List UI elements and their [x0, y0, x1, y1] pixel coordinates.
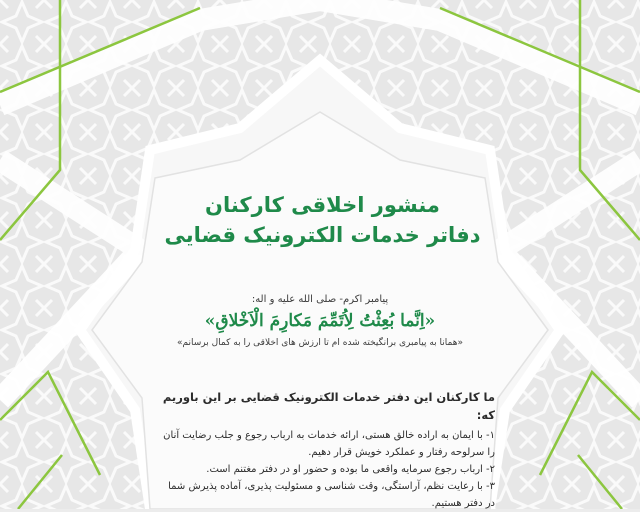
title-block — [150, 190, 495, 250]
hadith-block — [140, 293, 500, 350]
charter-item-2: ۲- ارباب رجوع سرمایه واقعی ما بوده و حضور او در دفتر مغتنم است. — [206, 464, 495, 475]
charter-body — [160, 388, 495, 512]
charter-heading: ما کارکنان این دفتر خدمات الکترونیک قضایی بر این باوریم که: — [162, 390, 495, 422]
charter-item-3: ۳- با رعایت نظم، آراستگی، وقت شناسی و مسئولیت پذیری، آماده پذیرش شما در دفتر هستیم. — [168, 481, 495, 509]
hadith-translation: «همانا به پیامبری برانگیخته شده ام تا ارزش های اخلاقی را به کمال برسانم» — [177, 338, 463, 348]
hadith-intro: پیامبر اکرم- صلی الله علیه و اله: — [251, 294, 389, 305]
hadith-text: «اِنَّما بُعِثْتُ لِاُتَمِّمَ مَکارِمَ الْاَخْلاقِ» — [204, 311, 436, 331]
title-line-1: منشور اخلاقی کارکنان — [205, 193, 440, 217]
title-line-2: دفاتر خدمات الکترونیک قضایی — [164, 223, 481, 247]
page-title — [150, 190, 495, 250]
charter-item-1: ۱- با ایمان به اراده خالق هستی، ارائه خدمات به ارباب رجوع و جلب رضایت آنان را سرلوحه رفتار و عملکرد خویش قرار دهیم. — [163, 430, 495, 458]
